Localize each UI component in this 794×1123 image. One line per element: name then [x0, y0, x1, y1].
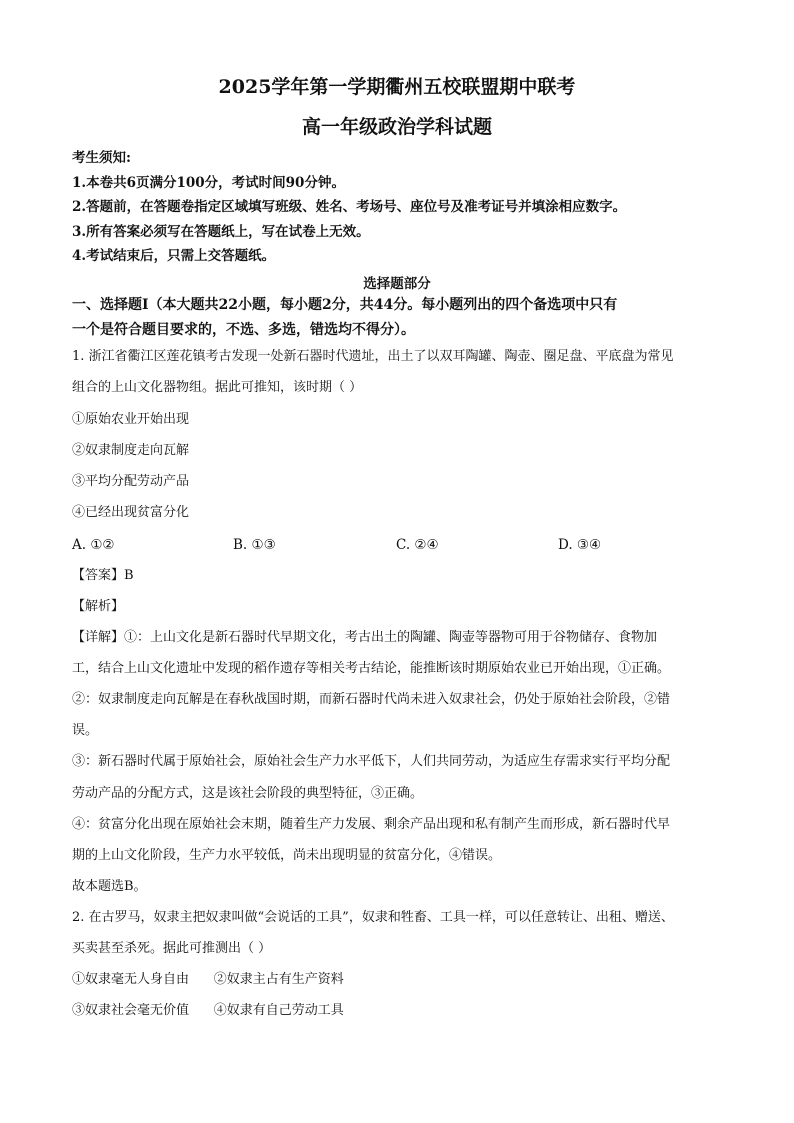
- answer-value: B: [124, 568, 134, 583]
- option-a: A. ①②: [72, 537, 115, 553]
- analysis-line: 期的上山文化阶段，生产力水平较低，尚未出现明显的贫富分化，④错误。: [72, 848, 502, 863]
- analysis-line: 劳动产品的分配方式，这是该社会阶段的典型特征，③正确。: [72, 786, 424, 801]
- statement: ③平均分配劳动产品: [72, 474, 190, 489]
- question-stem: 2. 在古罗马，奴隶主把奴隶叫做“会说话的工具”，奴隶和牲畜、工具一样，可以任意转让、出租、赠送、: [72, 910, 674, 925]
- notice-item: 2.答题前，在答题卷指定区域填写班级、姓名、考场号、座位号及准考证号并填涂相应数字。: [72, 199, 627, 215]
- notice-item: 3.所有答案必须写在答题纸上，写在试卷上无效。: [72, 224, 370, 240]
- analysis-line: ④：贫富分化出现在原始社会末期，随着生产力发展、剩余产品出现和私有制产生而形成，新石器时代早: [72, 817, 671, 832]
- statement: ①原始农业开始出现: [72, 412, 190, 427]
- option-b: B. ①③: [233, 537, 276, 553]
- notice-item: 4.考试结束后，只需上交答题纸。: [72, 248, 276, 264]
- statement-row: ③奴隶社会毫无价值 ④奴隶有自己劳动工具: [72, 1003, 344, 1018]
- section-instruction: 一、选择题Ⅰ（本大题共22小题，每小题2分，共44分。每小题列出的四个备选项中只有: [72, 297, 618, 313]
- option-c: C. ②④: [396, 537, 439, 553]
- statement: ②奴隶制度走向瓦解: [72, 443, 190, 458]
- conclusion: 故本题选B。: [72, 879, 147, 894]
- answer-label: 【答案】: [72, 568, 125, 583]
- analysis-line: 误。: [72, 723, 99, 738]
- exam-subtitle: 高一年级政治学科试题: [301, 116, 492, 138]
- analysis-line: 【详解】①：上山文化是新石器时代早期文化，考古出土的陶罐、陶壶等器物可用于谷物储存、食物加: [72, 630, 658, 645]
- question-stem: 买卖甚至杀死。据此可推测出（ ）: [72, 941, 272, 956]
- statement-row: ①奴隶毫无人身自由 ②奴隶主占有生产资料: [72, 972, 344, 987]
- analysis-line: ②：奴隶制度走向瓦解是在春秋战国时期，而新石器时代尚未进入奴隶社会，仍处于原始社会阶段，②错: [72, 692, 671, 707]
- notice-item: 1.本卷共6页满分100分，考试时间90分钟。: [72, 175, 345, 191]
- analysis-line: 工，结合上山文化遗址中发现的稻作遗存等相关考古结论，能推断该时期原始农业已开始出现，①正确。: [72, 661, 671, 676]
- part-title: 选择题部分: [363, 276, 431, 292]
- question-stem: 1. 浙江省衢江区莲花镇考古发现一处新石器时代遗址，出土了以双耳陶罐、陶壶、圈足盘、平底盘为常见: [72, 349, 674, 364]
- analysis-line: ③：新石器时代属于原始社会，原始社会生产力水平低下，人们共同劳动，为适应生存需求实行平均分配: [72, 754, 671, 769]
- notice-heading: 考生须知:: [72, 150, 131, 166]
- statement: ④已经出现贫富分化: [72, 505, 190, 520]
- question-stem: 组合的上山文化器物组。据此可推知，该时期（ ）: [72, 380, 363, 395]
- option-d: D. ③④: [558, 537, 602, 553]
- section-instruction: 一个是符合题目要求的，不选、多选，错选均不得分）。: [72, 322, 415, 338]
- answer-line: [72, 566, 134, 586]
- analysis-label: 【解析】: [72, 599, 125, 614]
- exam-title: 2025学年第一学期衢州五校联盟期中联考: [218, 76, 576, 98]
